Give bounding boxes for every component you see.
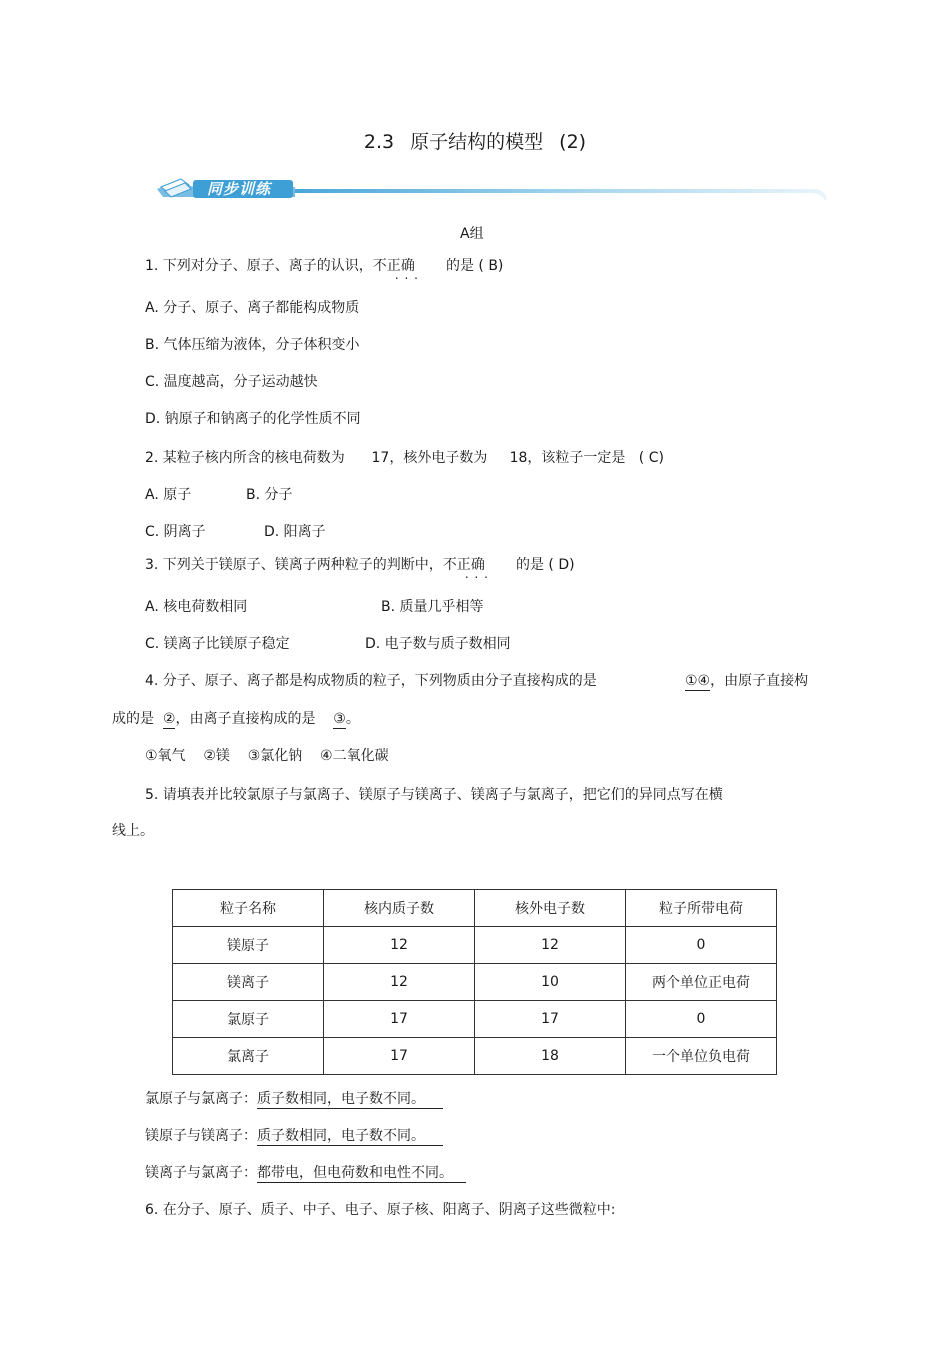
q1-option-a: A. 分子、原子、离子都能构成物质 [145, 300, 360, 316]
table-header: 核外电子数 [475, 890, 626, 927]
table-cell: 17 [475, 1001, 626, 1038]
question-4-line2: 成的是 ②，由离子直接构成的是 ③。 [112, 711, 360, 727]
answer-blank: 质子数相同，电子数不同。 [257, 1128, 443, 1146]
q2-option-c: C. 阴离子 [145, 524, 206, 540]
table-header: 粒子所带电荷 [626, 890, 777, 927]
table-cell: 两个单位正电荷 [626, 964, 777, 1001]
answer-blank: ③ [333, 711, 346, 727]
table-cell: 氯原子 [173, 1001, 324, 1038]
answer-blank: 都带电，但电荷数和电性不同。 [257, 1165, 466, 1183]
title-part: (2) [559, 131, 587, 153]
q1-option-b: B. 气体压缩为液体，分子体积变小 [145, 337, 360, 353]
question-6: 6. 在分子、原子、质子、中子、电子、原子核、阳离子、阴离子这些微粒中: [145, 1202, 616, 1218]
sync-training-banner [155, 175, 830, 205]
answer-blank: ①④ [685, 673, 711, 689]
q3-option-b: B. 质量几乎相等 [381, 599, 484, 615]
table-header: 粒子名称 [173, 890, 324, 927]
table-cell: 17 [324, 1038, 475, 1075]
table-cell: 12 [324, 964, 475, 1001]
title-number: 2.3 [363, 131, 395, 153]
table-cell: 17 [324, 1001, 475, 1038]
question-5-line2: 线上。 [112, 823, 154, 839]
table-row [173, 964, 777, 1001]
answer-blank: ② [162, 711, 176, 727]
q1-option-c: C. 温度越高，分子运动越快 [145, 374, 318, 390]
comparison-1: 氯原子与氯离子：质子数相同，电子数不同。 [145, 1089, 443, 1109]
banner-label: 同步训练 [207, 180, 272, 198]
q3-option-c: C. 镁离子比镁原子稳定 [145, 636, 290, 652]
question-5-line1: 5. 请填表并比较氯原子与氯离子、镁原子与镁离子、镁离子与氯离子，把它们的异同点写在横 [145, 787, 723, 803]
table-cell: 12 [475, 927, 626, 964]
q2-option-b: B. 分子 [246, 487, 293, 503]
table-header-row [173, 890, 777, 927]
question-2: 2. 某粒子核内所含的核电荷数为 17，核外电子数为 18，该粒子一定是 ( C) [145, 450, 664, 466]
q3-option-a: A. 核电荷数相同 [145, 599, 248, 615]
q4-answer-1-line: ①④，由原子直接构 [685, 673, 809, 689]
table-cell: 0 [626, 927, 777, 964]
table-cell: 镁原子 [173, 927, 324, 964]
answer-blank: 质子数相同，电子数不同。 [257, 1091, 443, 1109]
particle-table [172, 889, 777, 1075]
table-header: 核内质子数 [324, 890, 475, 927]
q1-option-d: D. 钠原子和钠离子的化学性质不同 [145, 411, 361, 427]
comparison-3: 镁离子与氯离子：都带电，但电荷数和电性不同。 [145, 1163, 466, 1183]
q3-option-d: D. 电子数与质子数相同 [365, 636, 511, 652]
comparison-2: 镁原子与镁离子：质子数相同，电子数不同。 [145, 1126, 443, 1146]
q4-options: ①氧气 ②镁 ③氯化钠 ④二氧化碳 [145, 748, 389, 764]
table-cell: 0 [626, 1001, 777, 1038]
emphasis-dots: 确 . . . [471, 555, 485, 575]
table-row [173, 927, 777, 964]
table-row [173, 1001, 777, 1038]
table-cell: 10 [475, 964, 626, 1001]
question-4-line1: 4. 分子、原子、离子都是构成物质的粒子，下列物质由分子直接构成的是 [145, 673, 597, 689]
title-text: 原子结构的模型 [410, 131, 544, 153]
group-label: A组 [460, 226, 484, 242]
table-cell: 镁离子 [173, 964, 324, 1001]
table-cell: 12 [324, 927, 475, 964]
question-3: 3. 下列关于镁原子、镁离子两种粒子的判断中，不正确 . . . 的是 ( D) [145, 555, 575, 575]
emphasis-dots: 确 . . . [401, 256, 415, 276]
page-title [0, 130, 950, 154]
table-cell: 一个单位负电荷 [626, 1038, 777, 1075]
q2-option-d: D. 阳离子 [264, 524, 326, 540]
q2-option-a: A. 原子 [145, 487, 192, 503]
table-row [173, 1038, 777, 1075]
table-cell: 氯离子 [173, 1038, 324, 1075]
table-cell: 18 [475, 1038, 626, 1075]
question-1: 1. 下列对分子、原子、离子的认识，不正确 . . . 的是 ( B) [145, 256, 503, 276]
